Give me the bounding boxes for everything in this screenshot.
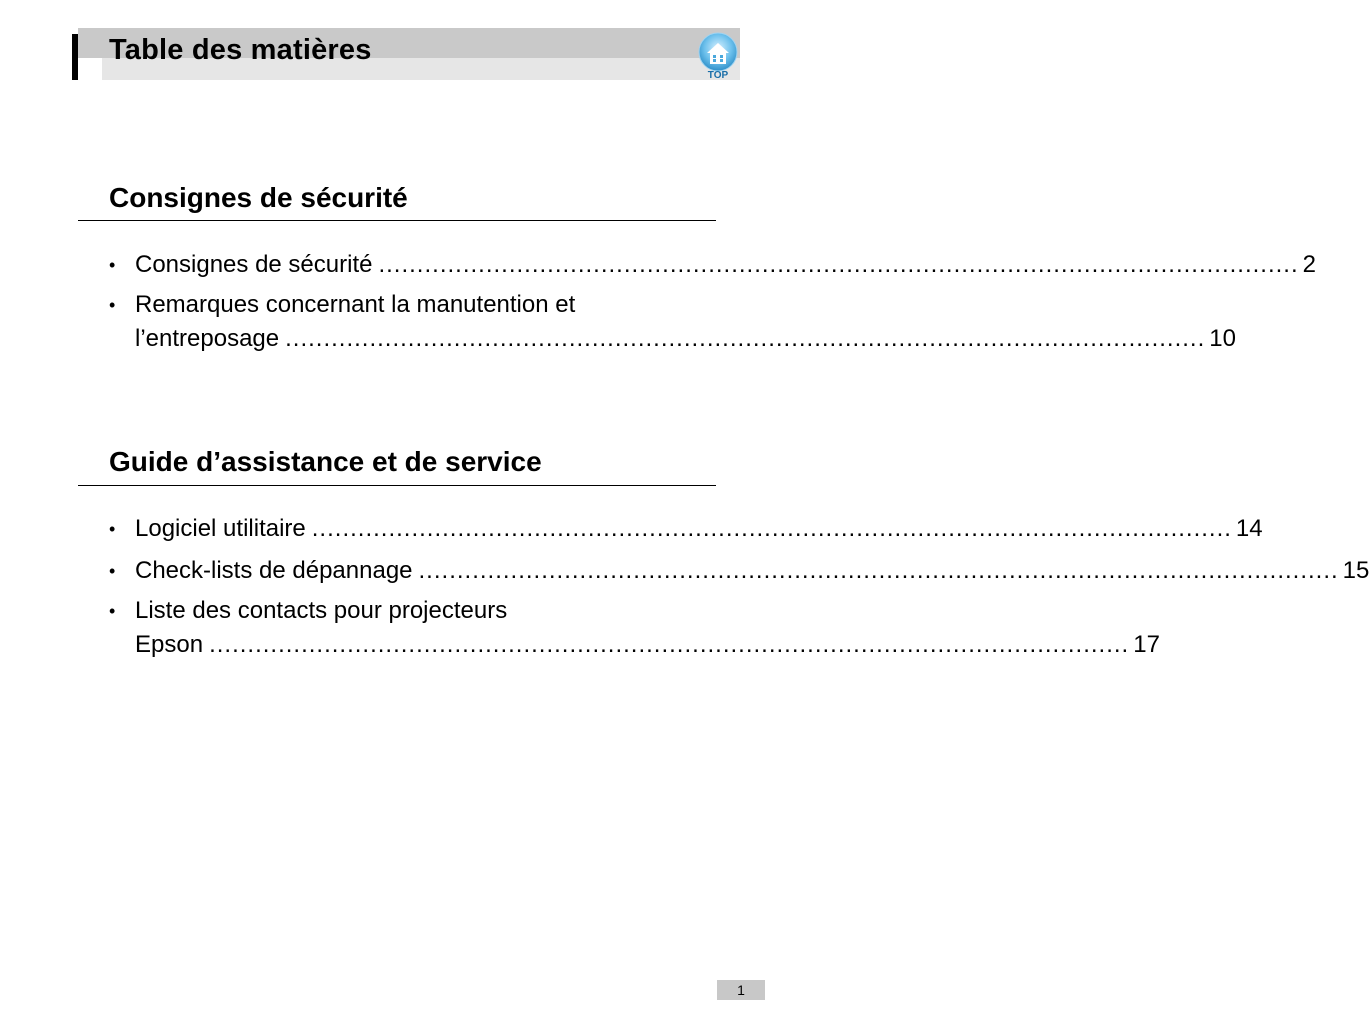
dot-leader: ........................................................................................................................ — [209, 631, 1130, 658]
bullet-icon: • — [109, 255, 116, 275]
section-divider — [78, 220, 716, 221]
toc-entry[interactable] — [109, 512, 1263, 546]
toc-link[interactable]: Check-lists de dépannage ........................................................................................................................ 15 — [109, 554, 691, 588]
top-button-label: TOP — [707, 70, 729, 81]
page-number: 2 — [1302, 251, 1316, 278]
dot-leader: ........................................................................................................................ — [378, 251, 1299, 278]
toc-entry[interactable] — [109, 248, 1316, 282]
bullet-icon: • — [109, 561, 116, 581]
bullet-icon: • — [109, 519, 116, 539]
toc-link[interactable]: Consignes de sécurité ........................................................................................................................ 2 — [109, 248, 691, 282]
toc-link[interactable]: Logiciel utilitaire ........................................................................................................................ 14 — [109, 512, 691, 546]
page-title: Table des matières — [109, 34, 372, 66]
toc-link[interactable]: Remarques concernant la manutention et l’entreposage ........................................................................................................................ 10 — [109, 288, 691, 356]
toc-link[interactable]: Liste des contacts pour projecteurs Epson ........................................................................................................................ 17 — [109, 594, 691, 662]
house-icon — [695, 32, 741, 80]
page-number: 17 — [1133, 631, 1160, 658]
section-title-safety: Consignes de sécurité — [109, 182, 408, 213]
bullet-icon: • — [109, 601, 116, 621]
page-number: 15 — [1342, 557, 1369, 584]
top-button[interactable] — [695, 32, 741, 80]
dot-leader: ........................................................................................................................ — [311, 515, 1232, 542]
footer-page-number: 1 — [717, 980, 765, 1000]
toc-entry[interactable] — [109, 288, 1236, 356]
dot-leader: ........................................................................................................................ — [418, 557, 1339, 584]
section-divider — [78, 485, 716, 486]
dot-leader: ........................................................................................................................ — [285, 325, 1206, 352]
page-number: 14 — [1235, 515, 1263, 542]
toc-entry[interactable] — [109, 554, 1369, 588]
header-accent-bar — [72, 34, 78, 80]
section-title-support: Guide d’assistance et de service — [109, 446, 542, 477]
page-number: 10 — [1209, 325, 1236, 352]
toc-entry[interactable] — [109, 594, 1160, 662]
bullet-icon: • — [109, 295, 116, 315]
